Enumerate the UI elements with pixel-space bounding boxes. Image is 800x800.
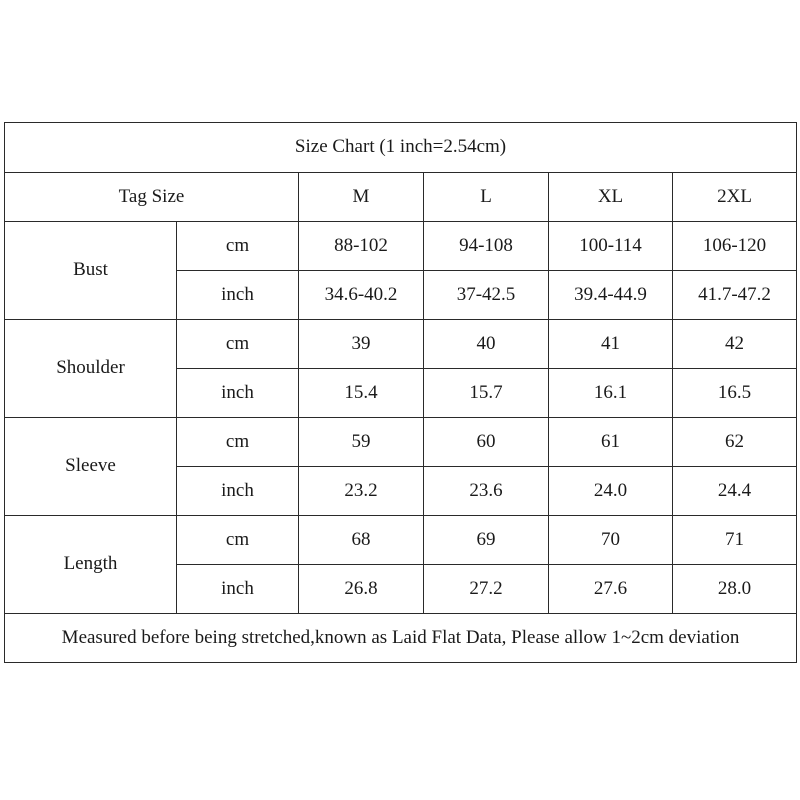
table-cell: 26.8 xyxy=(299,565,424,614)
size-header-2xl: 2XL xyxy=(673,173,797,222)
table-cell: 69 xyxy=(424,516,549,565)
unit-label: inch xyxy=(177,467,299,516)
size-header-l: L xyxy=(424,173,549,222)
table-cell: 23.2 xyxy=(299,467,424,516)
table-row xyxy=(5,516,797,565)
unit-label: cm xyxy=(177,222,299,271)
table-cell: 16.5 xyxy=(673,369,797,418)
unit-label: cm xyxy=(177,418,299,467)
table-cell: 41.7-47.2 xyxy=(673,271,797,320)
table-cell: 39.4-44.9 xyxy=(549,271,673,320)
table-cell: 34.6-40.2 xyxy=(299,271,424,320)
tag-size-header: Tag Size xyxy=(5,173,299,222)
table-cell: 23.6 xyxy=(424,467,549,516)
unit-label: inch xyxy=(177,565,299,614)
table-cell: 59 xyxy=(299,418,424,467)
table-cell: 60 xyxy=(424,418,549,467)
table-cell: 16.1 xyxy=(549,369,673,418)
table-cell: 41 xyxy=(549,320,673,369)
table-cell: 100-114 xyxy=(549,222,673,271)
deviation-note: Measured before being stretched,known as Laid Flat Data, Please allow 1~2cm deviation xyxy=(5,614,797,663)
table-cell: 24.4 xyxy=(673,467,797,516)
table-cell: 28.0 xyxy=(673,565,797,614)
table-cell: 40 xyxy=(424,320,549,369)
table-row xyxy=(5,320,797,369)
table-cell: 88-102 xyxy=(299,222,424,271)
table-row xyxy=(5,222,797,271)
table-cell: 39 xyxy=(299,320,424,369)
header-row xyxy=(5,173,797,222)
measure-name-length: Length xyxy=(5,516,177,614)
table-cell: 24.0 xyxy=(549,467,673,516)
chart-title: Size Chart (1 inch=2.54cm) xyxy=(5,123,797,173)
size-header-xl: XL xyxy=(549,173,673,222)
table-cell: 61 xyxy=(549,418,673,467)
table-cell: 42 xyxy=(673,320,797,369)
measure-name-sleeve: Sleeve xyxy=(5,418,177,516)
unit-label: inch xyxy=(177,369,299,418)
size-chart-table xyxy=(4,122,797,663)
table-cell: 68 xyxy=(299,516,424,565)
table-cell: 71 xyxy=(673,516,797,565)
measure-name-bust: Bust xyxy=(5,222,177,320)
unit-label: inch xyxy=(177,271,299,320)
unit-label: cm xyxy=(177,516,299,565)
table-cell: 62 xyxy=(673,418,797,467)
size-header-m: M xyxy=(299,173,424,222)
table-cell: 37-42.5 xyxy=(424,271,549,320)
title-row xyxy=(5,123,797,173)
table-cell: 27.6 xyxy=(549,565,673,614)
unit-label: cm xyxy=(177,320,299,369)
table-cell: 106-120 xyxy=(673,222,797,271)
measure-name-shoulder: Shoulder xyxy=(5,320,177,418)
note-row xyxy=(5,614,797,663)
table-cell: 15.4 xyxy=(299,369,424,418)
table-cell: 94-108 xyxy=(424,222,549,271)
table-cell: 70 xyxy=(549,516,673,565)
table-cell: 27.2 xyxy=(424,565,549,614)
table-cell: 15.7 xyxy=(424,369,549,418)
table-row xyxy=(5,418,797,467)
